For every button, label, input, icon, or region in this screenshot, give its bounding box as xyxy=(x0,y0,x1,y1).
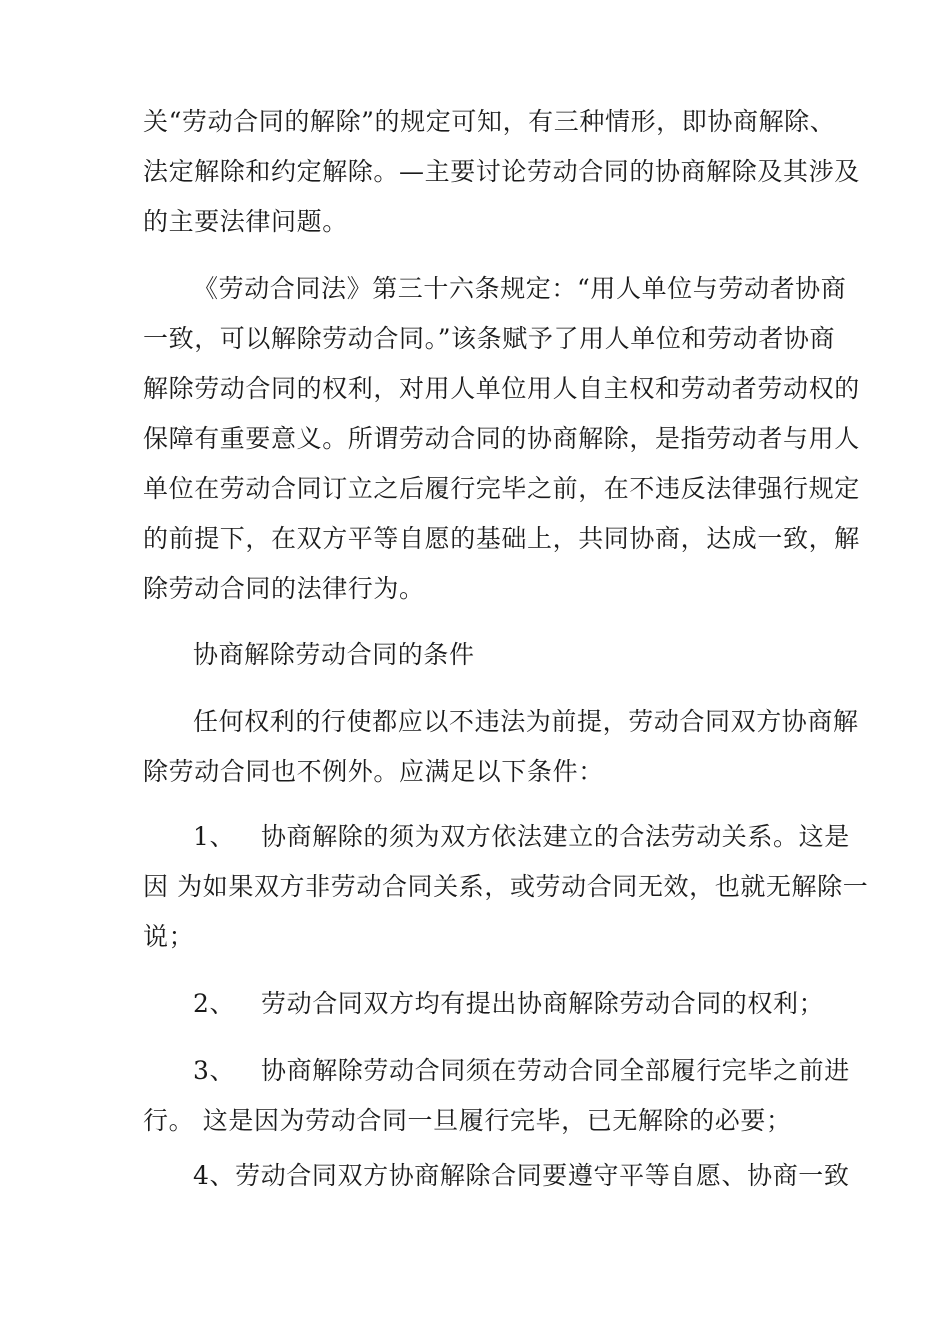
paragraph-intro xyxy=(143,97,860,247)
text-line: 《劳动合同法》第三十六条规定：“用人单位与劳动者协商 xyxy=(193,274,847,303)
list-text: 协商解除劳动合同须在劳动合同全部履行完毕之前进 xyxy=(261,1056,850,1085)
list-item-1 xyxy=(143,812,869,962)
text-line: 任何权利的行使都应以不违法为前提，劳动合同双方协商解 xyxy=(193,707,859,736)
text-line xyxy=(143,812,850,862)
list-number: 3、 xyxy=(193,1056,236,1085)
text-line: 法定解除和约定解除。—主要讨论劳动合同的协商解除及其涉及 xyxy=(143,157,860,186)
text-line: 行。 这是因为劳动合同一旦履行完毕，已无解除的必要； xyxy=(143,1106,792,1135)
list-item-3 xyxy=(143,1046,850,1146)
section-heading xyxy=(143,630,823,680)
text-line xyxy=(143,1046,850,1096)
text-line xyxy=(143,979,823,1029)
text-line: 说； xyxy=(143,922,195,951)
paragraph-conditions-intro xyxy=(143,697,859,797)
text-line: 4、劳动合同双方协商解除合同要遵守平等自愿、协商一致 xyxy=(193,1161,850,1190)
text-line: 因 为如果双方非劳动合同关系，或劳动合同无效，也就无解除一 xyxy=(143,872,869,901)
text-line: 除劳动合同也不例外。应满足以下条件： xyxy=(143,757,604,786)
heading-text: 协商解除劳动合同的条件 xyxy=(193,640,475,669)
text-line: 的主要法律问题。 xyxy=(143,207,348,236)
text-line: 保障有重要意义。所谓劳动合同的协商解除，是指劳动者与用人 xyxy=(143,424,860,453)
text-line: 的前提下，在双方平等自愿的基础上，共同协商，达成一致，解 xyxy=(143,524,860,553)
text-line: 解除劳动合同的权利，对用人单位用人自主权和劳动者劳动权的 xyxy=(143,374,860,403)
list-number: 1、 xyxy=(193,822,236,851)
text-line: 单位在劳动合同订立之后履行完毕之前，在不违反法律强行规定 xyxy=(143,474,860,503)
text-line: 除劳动合同的法律行为。 xyxy=(143,574,425,603)
list-item-2 xyxy=(143,979,823,1029)
list-number: 2、 xyxy=(193,989,236,1018)
list-item-4 xyxy=(143,1151,850,1201)
text-line: 一致，可以解除劳动合同。”该条赋予了用人单位和劳动者协商 xyxy=(143,324,836,353)
text-line: 关“劳动合同的解除”的规定可知，有三种情形，即协商解除、 xyxy=(143,107,836,136)
list-text: 协商解除的须为双方依法建立的合法劳动关系。这是 xyxy=(261,822,850,851)
paragraph-article-36 xyxy=(143,264,860,614)
list-text: 劳动合同双方均有提出协商解除劳动合同的权利； xyxy=(261,989,825,1018)
